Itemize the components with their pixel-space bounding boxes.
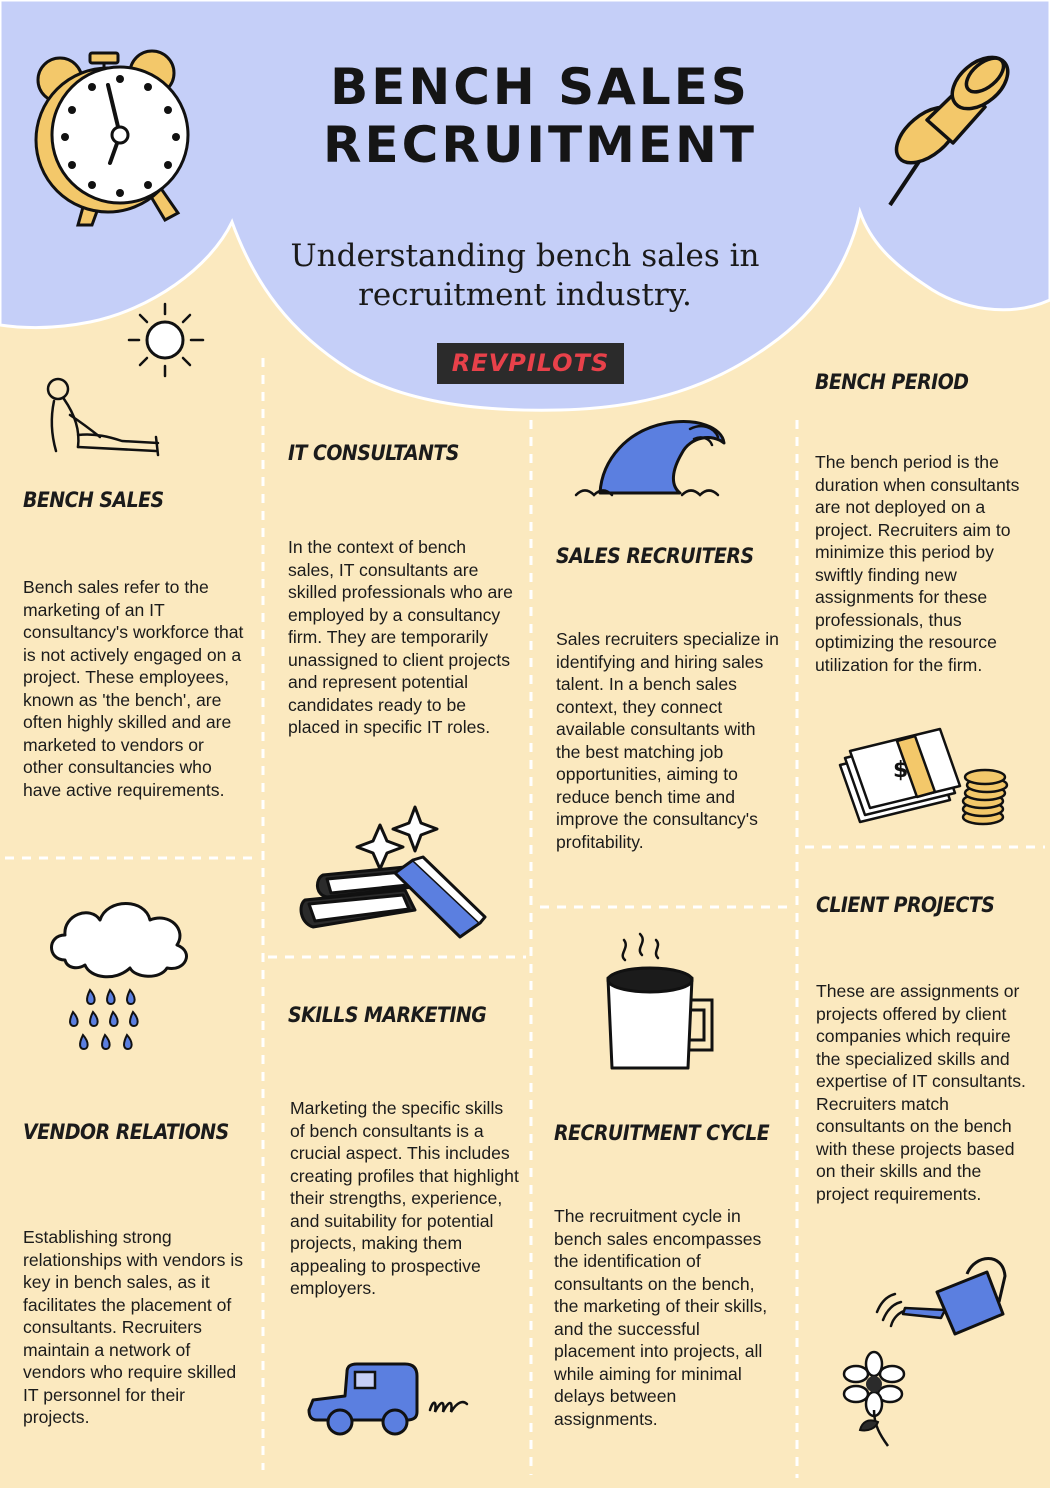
section-title-client-projects: CLIENT PROJECTS [816,893,995,917]
section-text-recruitment-cycle: The recruitment cycle in bench sales encompasses the identification of consultants on the bench, the marketing of their skills, and the successful placement into projects, all while aiming for minimal delays between assignments. [554,1206,768,1429]
section-title-it-consultants: IT CONSULTANTS [288,441,459,465]
brand-badge: REVPILOTS [437,343,624,384]
section-title-skills-marketing: SKILLS MARKETING [288,1003,487,1027]
section-text-vendor-relations: Establishing strong relationships with vendors is key in bench sales, as it facilitates the placement of consultants. Recruiters maintain a network of vendors who require skilled IT personnel for their projects. [23,1227,244,1427]
svg-text:$: $ [893,758,909,783]
section-text-skills-marketing: Marketing the specific skills of bench consultants is a crucial aspect. This includes creating profiles that highlight their strengths, experience, and suitability for potential projects, making them appealing to prospective employers. [290,1098,519,1298]
section-text-client-projects: These are assignments or projects offered by client companies which require the specialized skills and expertise of IT consultants. Recruiters match consultants on the bench with these projects based on their skills and the project requirements. [816,981,1026,1204]
flower-icon [838,1350,918,1450]
section-title-sales-recruiters: SALES RECRUITERS [556,544,754,568]
title-line-1: BENCH SALES [330,58,750,116]
money-coins-icon [835,725,1010,830]
car-icon [305,1360,475,1440]
section-text-bench-period: The bench period is the duration when consultants are not deployed on a project. Recruiters aim to minimize this period by swiftly finding new assignments for these professionals, thus optimizing the resource utilization for the firm. [815,452,1020,675]
subtitle-line-1: Understanding bench sales in [290,238,760,274]
reclining-person-icon [40,375,165,460]
title-line-2: RECRUITMENT [322,116,758,174]
section-title-vendor-relations: VENDOR RELATIONS [23,1120,229,1144]
subtitle-line-2: recruitment industry. [358,277,692,313]
section-text-it-consultants: In the context of bench sales, IT consultants are skilled professionals who are employed by a consultancy firm. They are temporarily unassigned to client projects and represent potential candidates ready to be placed in specific IT roles. [288,537,513,737]
books-sparkles-icon [295,805,495,945]
cloud-rain-icon [45,890,195,1060]
page-subtitle [270,237,780,315]
watering-can-icon [875,1252,1015,1342]
coffee-mug-icon [600,930,725,1075]
section-text-sales-recruiters: Sales recruiters specialize in identifying and hiring sales talent. In a bench sales context, they connect available consultants with the best matching job opportunities, aiming to reduce bench time and improve the consultancy's profitability. [556,629,779,852]
section-title-recruitment-cycle: RECRUITMENT CYCLE [554,1121,770,1145]
sun-icon [125,300,207,380]
wave-icon [572,415,732,500]
section-title-bench-sales: BENCH SALES [23,488,164,512]
section-text-bench-sales: Bench sales refer to the marketing of an IT consultancy's workforce that is not actively engaged on a project. These employees, known as 'the bench', are often highly skilled and are marketed to vendors or other consultancies who have active requirements. [23,577,244,800]
alarm-clock-icon [30,35,200,235]
push-pin-icon [885,45,1025,210]
page-title [250,58,830,174]
section-title-bench-period: BENCH PERIOD [815,370,969,394]
